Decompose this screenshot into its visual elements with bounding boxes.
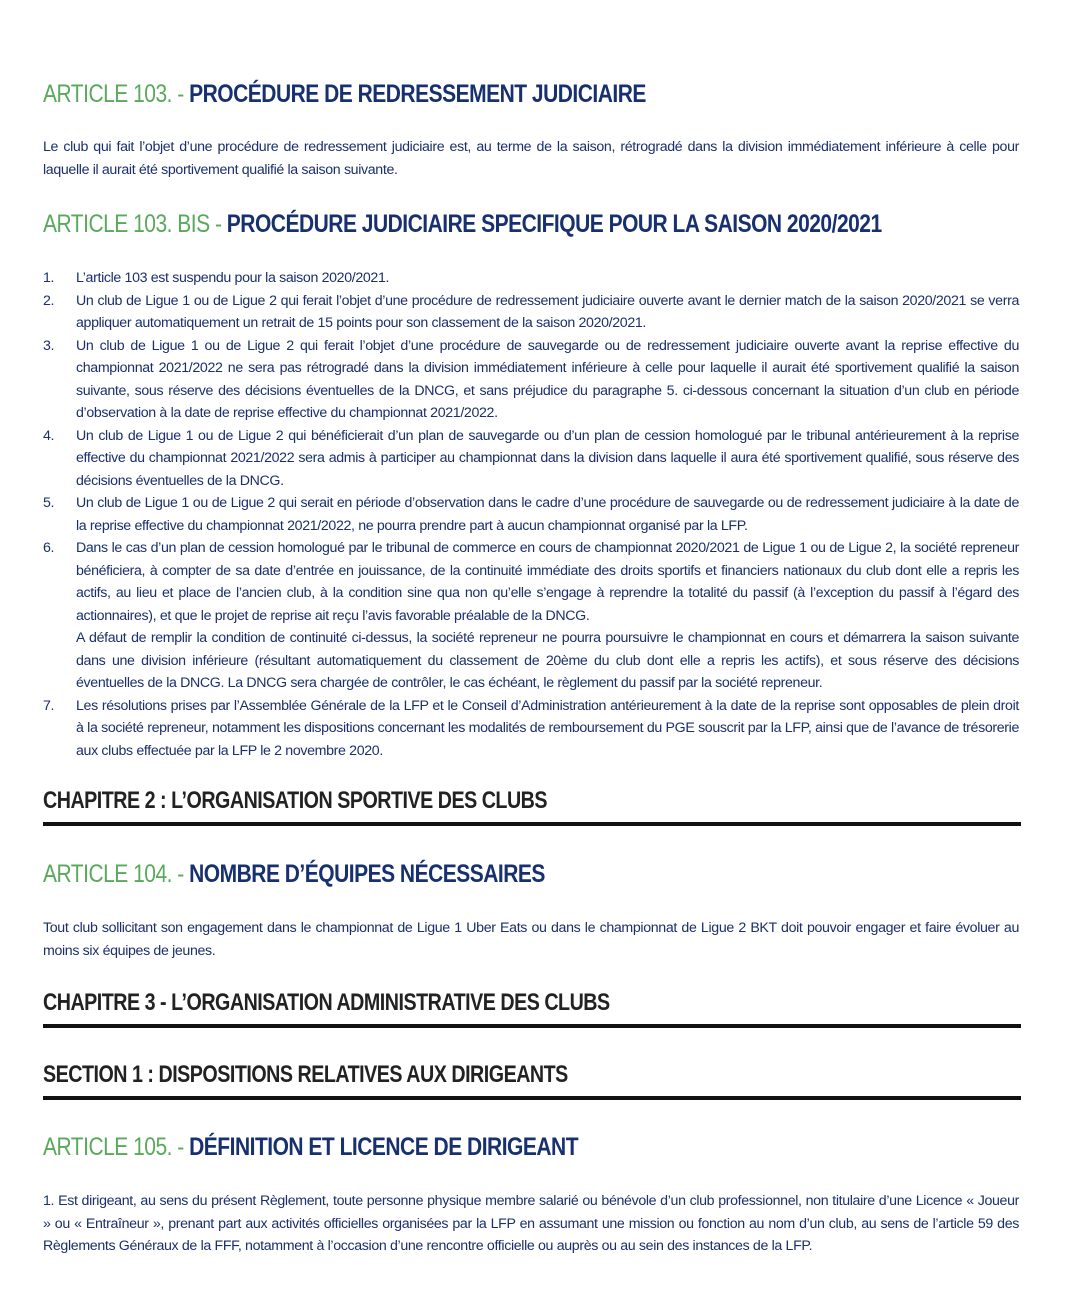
article-103-title: PROCÉDURE DE REDRESSEMENT JUDICIAIRE xyxy=(189,80,646,108)
article-103-bis-title: PROCÉDURE JUDICIAIRE SPECIFIQUE POUR LA SAISON 2020/2021 xyxy=(226,210,882,238)
list-item-continuation: A défaut de remplir la condition de continuité ci-dessus, la société repreneur ne pourra poursuivre le championnat en cours et démarrera la saison suivante dans une division inférieure (résultant automatiquement du classement de 20ème du club dont elle a repris les actifs), et sous réserve des décisions éventuelles de la DNCG. La DNCG sera chargée de contrôler, le cas échéant, le règlement du passif par la société repreneur. xyxy=(76,630,1019,691)
article-103-number: ARTICLE 103. - xyxy=(43,80,184,108)
article-105-heading xyxy=(43,1132,578,1162)
section-1-heading: SECTION 1 : DISPOSITIONS RELATIVES AUX DIRIGEANTS xyxy=(43,1060,1021,1100)
list-item: 3. Un club de Ligue 1 ou de Ligue 2 qui ferait l’objet d’une procédure de sauvegarde ou de redressement judiciaire ouverte avant la reprise effective du championnat 2021/2022 ne sera pas rétrogradé dans la division immédiatement inférieure à celle pour laquelle il aurait été sportivement qualifié la saison suivante, sous réserve des décisions éventuelles de la DNCG, et sans préjudice du paragraphe 5. ci-dessous concernant la situation d’un club en période d’observation à la date de reprise effective du championnat 2021/2022. xyxy=(43,337,1019,421)
list-item: 5. Un club de Ligue 1 ou de Ligue 2 qui serait en période d’observation dans le cadre d’une procédure de sauvegarde ou de redressement judiciaire à la date de la reprise effective du championnat 2021/2022, ne pourra prendre part à aucun championnat organisé par la LFP. xyxy=(43,495,1019,534)
article-103-bis-list xyxy=(43,267,1019,762)
list-item: 1. L’article 103 est suspendu pour la saison 2020/2021. xyxy=(43,270,390,286)
list-item: 4. Un club de Ligue 1 ou de Ligue 2 qui bénéficierait d’un plan de sauvegarde ou d’un plan de cession homologué par le tribunal antérieurement à la reprise effective du championnat 2021/2022 sera admis à participer au championnat dans la division dans laquelle il aura été sportivement qualifié, sous réserve des décisions éventuelles de la DNCG. xyxy=(43,427,1019,489)
chapter-3-heading: CHAPITRE 3 - L’ORGANISATION ADMINISTRATIVE DES CLUBS xyxy=(43,988,1021,1028)
article-105-number: ARTICLE 105. - xyxy=(43,1133,184,1161)
list-item: 7. Les résolutions prises par l’Assemblée Générale de la LFP et le Conseil d’Administration antérieurement à la date de la reprise sont opposables de plein droit à la société repreneur, notamment les dispositions concernant les modalités de remboursement du PGE souscrit par la LFP, ainsi que de l’avance de trésorerie aux clubs effectuée par la LFP le 2 novembre 2020. xyxy=(43,697,1019,759)
article-103-heading xyxy=(43,79,646,109)
article-104-number: ARTICLE 104. - xyxy=(43,860,184,888)
article-103-bis-heading xyxy=(43,209,882,239)
article-104-text: Tout club sollicitant son engagement dans le championnat de Ligue 1 Uber Eats ou dans le championnat de Ligue 2 BKT doit pouvoir engager et faire évoluer au moins six équipes de jeunes. xyxy=(43,920,1019,959)
article-105-text: 1. Est dirigeant, au sens du présent Règlement, toute personne physique membre salarié ou bénévole d’un club professionnel, non titulaire d’une Licence « Joueur » ou « Entraîneur », prenant part aux activités officielles organisées par la LFP en assumant une mission ou fonction au nom d’un club, au sens de l’article 59 des Règlements Généraux de la FFF, notamment à l’occasion d’une rencontre officielle ou auprès ou au sein des instances de la LFP. xyxy=(43,1193,1019,1254)
article-104-title: NOMBRE D’ÉQUIPES NÉCESSAIRES xyxy=(189,860,545,888)
article-103-text: Le club qui fait l’objet d’une procédure de redressement judiciaire est, au terme de la saison, rétrogradé dans la division immédiatement inférieure à celle pour laquelle il aurait été sportivement qualifié la saison suivante. xyxy=(43,139,1019,178)
article-103-bis-number: ARTICLE 103. BIS - xyxy=(43,210,222,238)
article-105-title: DÉFINITION ET LICENCE DE DIRIGEANT xyxy=(189,1133,579,1161)
list-item: 2. Un club de Ligue 1 ou de Ligue 2 qui ferait l’objet d’une procédure de redressement judiciaire ouverte avant le dernier match de la saison 2020/2021 se verra appliquer automatiquement un retrait de 15 points pour son classement de la saison 2020/2021. xyxy=(43,292,1019,331)
list-item: 6. Dans le cas d’un plan de cession homologué par le tribunal de commerce en cours de championnat 2020/2021 de Ligue 1 ou de Ligue 2, la société repreneur bénéficiera, à compter de sa date d’entrée en jouissance, de la continuité immédiate des droits sportifs et financiers nationaux du club dont elle a repris les actifs, au lieu et place de l’ancien club, à la condition sine qua non qu’elle s’engage à reprendre la totalité du passif (à l’exception du passif à l’égard des actionnaires), et que le projet de reprise ait reçu l’avis favorable préalable de la DNCG. A défaut de remplir la condition de continuité ci-dessus, la société repreneur ne pourra poursuivre le championnat en cours et démarrera la saison suivante dans une division inférieure (résultant automatiquement du classement de 20ème du club dont elle a repris les actifs), et sous réserve des décisions éventuelles de la DNCG. La DNCG sera chargée de contrôler, le cas échéant, le règlement du passif par la société repreneur. xyxy=(43,540,1019,691)
article-104-heading xyxy=(43,859,545,889)
chapter-2-heading: CHAPITRE 2 : L’ORGANISATION SPORTIVE DES CLUBS xyxy=(43,786,1021,826)
